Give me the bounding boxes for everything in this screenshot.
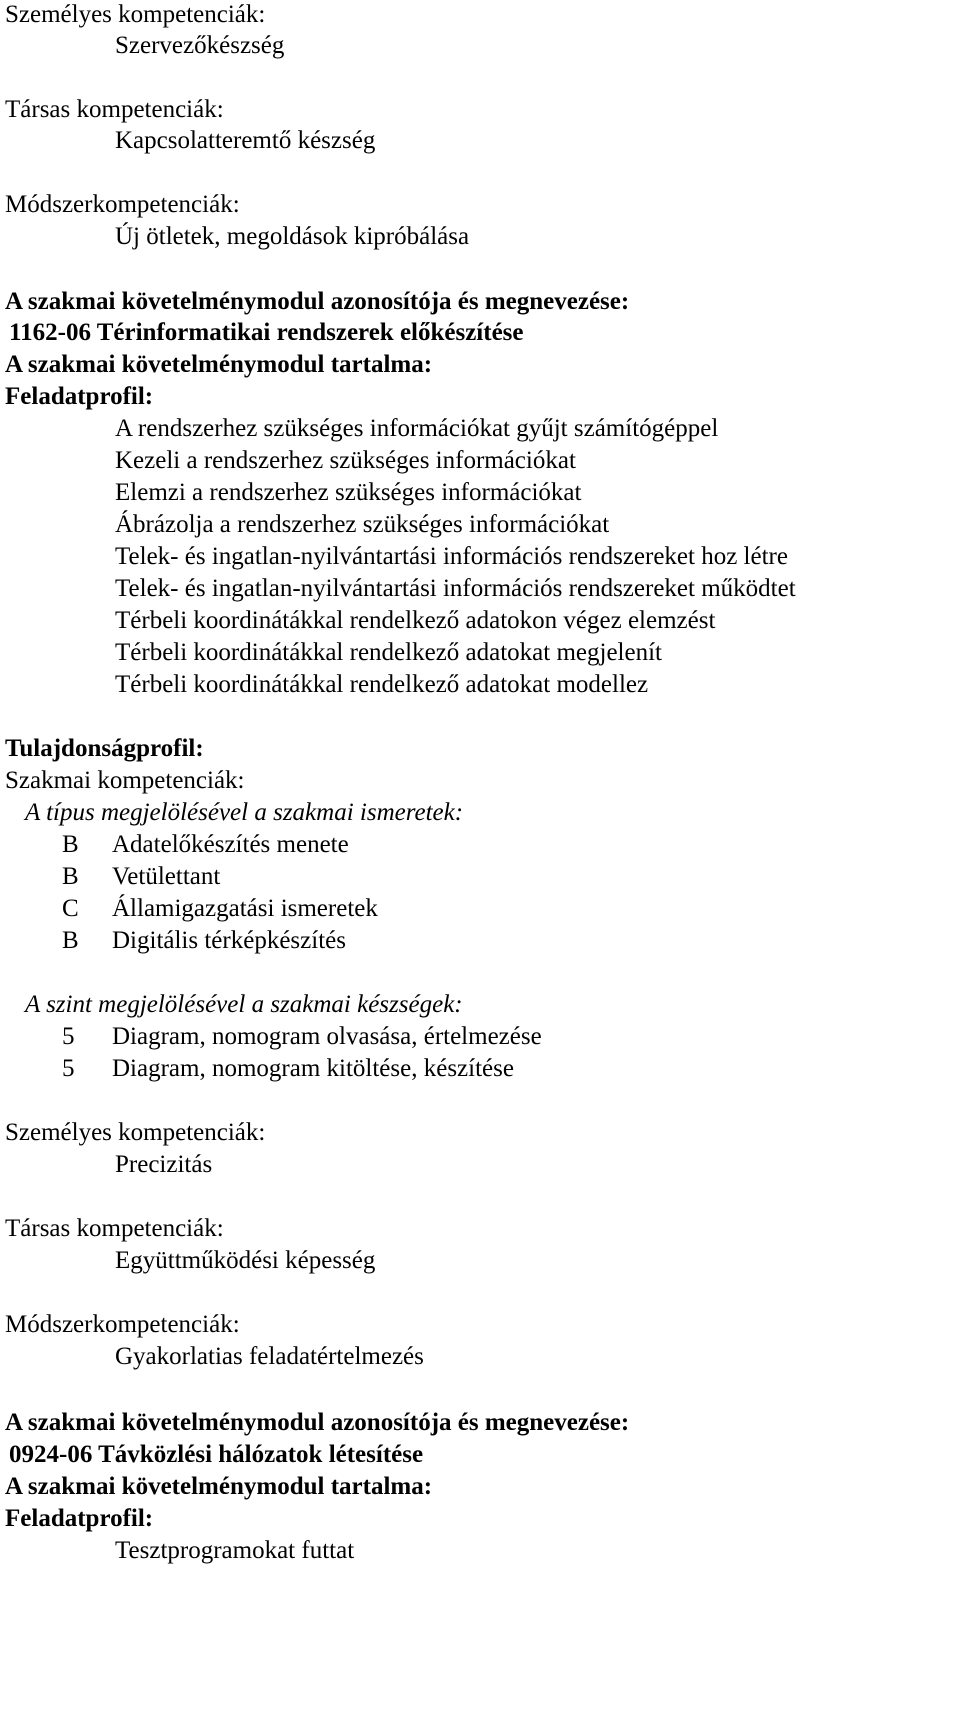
knowledge-row (62, 830, 349, 860)
knowledge-type-code: C (62, 895, 79, 922)
method-competencies-label: Módszerkompetenciák: (5, 1311, 240, 1338)
skills-heading: A szint megjelölésével a szakmai készségek: (25, 991, 463, 1018)
social-competencies-label: Társas kompetenciák: (5, 96, 224, 123)
task-item: Térbeli koordinátákkal rendelkező adatokat modellez (115, 671, 649, 698)
social-competencies-label: Társas kompetenciák: (5, 1215, 224, 1242)
skill-text: Diagram, nomogram olvasása, értelmezése (112, 1023, 542, 1050)
knowledge-text: Vetülettant (112, 863, 221, 890)
task-profile-heading: Feladatprofil: (5, 1505, 154, 1532)
module-id-heading: A szakmai követelménymodul azonosítója és megnevezése: (5, 288, 630, 315)
method-competency-item: Gyakorlatias feladatértelmezés (115, 1343, 424, 1370)
module-content-heading: A szakmai követelménymodul tartalma: (5, 1473, 433, 1500)
task-item: A rendszerhez szükséges információkat gyűjt számítógéppel (115, 415, 719, 442)
module-id-name: 0924-06 Távközlési hálózatok létesítése (9, 1441, 424, 1468)
skill-level-code: 5 (62, 1055, 75, 1082)
skill-row (62, 1054, 514, 1084)
professional-competencies-label: Szakmai kompetenciák: (5, 767, 245, 794)
personal-competency-item: Precizitás (115, 1151, 213, 1178)
personal-competencies-label: Személyes kompetenciák: (5, 1, 266, 28)
module-id-heading: A szakmai követelménymodul azonosítója és megnevezése: (5, 1409, 630, 1436)
task-item: Kezeli a rendszerhez szükséges információkat (115, 447, 576, 474)
knowledge-text: Adatelőkészítés menete (112, 831, 349, 858)
skill-level-code: 5 (62, 1023, 75, 1050)
method-competencies-label: Módszerkompetenciák: (5, 191, 240, 218)
task-item: Térbeli koordinátákkal rendelkező adatokat megjelenít (115, 639, 662, 666)
knowledge-row (62, 926, 346, 956)
task-item: Tesztprogramokat futtat (115, 1537, 355, 1564)
social-competency-item: Kapcsolatteremtő készség (115, 127, 376, 154)
personal-competency-item: Szervezőkészség (115, 32, 285, 59)
module-id-name: 1162-06 Térinformatikai rendszerek előkészítése (9, 319, 524, 346)
knowledge-type-code: B (62, 863, 79, 890)
method-competency-item: Új ötletek, megoldások kipróbálása (115, 223, 470, 250)
property-profile-heading: Tulajdonságprofil: (5, 735, 204, 762)
knowledge-heading: A típus megjelölésével a szakmai ismeretek: (25, 799, 464, 826)
knowledge-row (62, 862, 220, 892)
task-item: Telek- és ingatlan-nyilvántartási információs rendszereket hoz létre (115, 543, 788, 570)
social-competency-item: Együttműködési képesség (115, 1247, 376, 1274)
task-item: Ábrázolja a rendszerhez szükséges információkat (115, 511, 610, 538)
module-content-heading: A szakmai követelménymodul tartalma: (5, 351, 433, 378)
knowledge-text: Államigazgatási ismeretek (112, 895, 378, 922)
task-item: Telek- és ingatlan-nyilvántartási információs rendszereket működtet (115, 575, 796, 602)
task-profile-heading: Feladatprofil: (5, 383, 154, 410)
skill-row (62, 1022, 542, 1052)
knowledge-type-code: B (62, 927, 79, 954)
knowledge-type-code: B (62, 831, 79, 858)
task-item: Elemzi a rendszerhez szükséges információkat (115, 479, 582, 506)
task-item: Térbeli koordinátákkal rendelkező adatokon végez elemzést (115, 607, 716, 634)
knowledge-text: Digitális térképkészítés (112, 927, 346, 954)
knowledge-row (62, 894, 378, 924)
skill-text: Diagram, nomogram kitöltése, készítése (112, 1055, 514, 1082)
personal-competencies-label: Személyes kompetenciák: (5, 1119, 266, 1146)
